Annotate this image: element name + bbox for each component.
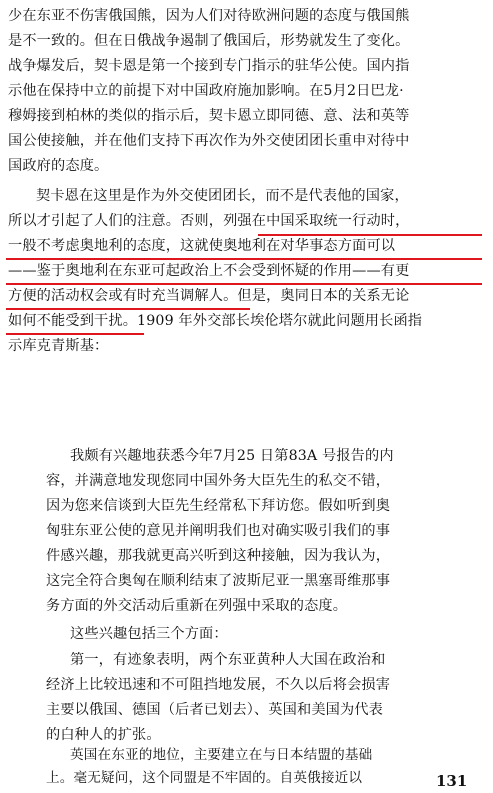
text-line: 国政府的态度。 bbox=[8, 158, 109, 174]
text-line: 少在东亚不伤害俄国熊，因为人们对待欧洲问题的态度与俄国熊 bbox=[8, 8, 410, 24]
text-line: ——鉴于奥地利在东亚可起政治上不会受到怀疑的作用——有更 bbox=[8, 263, 410, 279]
text-line: 是不一致的。但在日俄战争遏制了俄国后，形势就发生了变化。 bbox=[8, 33, 410, 49]
text-line: 因为您来信谈到大臣先生经常私下拜访您。假如听到奥 bbox=[46, 498, 391, 514]
text-line: 匈驻东亚公使的意见并阐明我们也对确实吸引我们的事 bbox=[46, 523, 391, 539]
text-line: 方便的活动权会或有时充当调解人。但是，奥同日本的关系无论 bbox=[8, 288, 410, 304]
text-line: 示他在保持中立的前提下对中国政府施加影响。在5月2日巴龙· bbox=[8, 83, 404, 99]
text-line: 这些兴趣包括三个方面： bbox=[70, 626, 228, 642]
text-line: 示库克青斯基： bbox=[8, 338, 109, 354]
text-line: 契卡恩在这里是作为外交使团团长，而不是代表他的国家， bbox=[36, 188, 409, 204]
text-line: 战争爆发后，契卡恩是第一个接到专门指示的驻华公使。国内指 bbox=[8, 58, 410, 74]
red-underline-mark bbox=[258, 234, 482, 236]
text-line: 第一，有迹象表明，两个东亚黄种人大国在政治和 bbox=[70, 652, 386, 668]
text-line: 英国在东亚的地位，主要建立在与日本结盟的基础 bbox=[70, 747, 373, 763]
text-line: 我颇有兴趣地获悉今年7月25 日第83A 号报告的内 bbox=[70, 448, 394, 464]
text-line: 的白种人的扩张。 bbox=[46, 727, 161, 743]
red-underline-mark bbox=[6, 283, 482, 285]
text-line: 主要以俄国、德国（后者已划去）、英国和美国为代表 bbox=[46, 702, 384, 718]
text-line: 这完全符合奥匈在顺利结束了波斯尼亚一黑塞哥维那事 bbox=[46, 573, 391, 589]
text-line: 如何不能受到干扰。1909 年外交部长埃伦塔尔就此问题用长函指 bbox=[8, 313, 423, 329]
text-line: 国公使接触，并在他们支持下再次作为外交使团团长重申对待中 bbox=[8, 133, 410, 149]
red-underline-mark bbox=[6, 333, 144, 335]
text-line: 穆姆接到柏林的类似的指示后，契卡恩立即同德、意、法和英等 bbox=[8, 108, 410, 124]
red-underline-mark bbox=[6, 258, 482, 260]
text-line: 上。毫无疑问，这个同盟是不牢固的。自英俄接近以 bbox=[46, 770, 363, 786]
text-line: 务方面的外交活动后重新在列强中采取的态度。 bbox=[46, 598, 348, 614]
red-underline-mark bbox=[6, 308, 250, 310]
text-line: 容，并满意地发现您同中国外务大臣先生的私交不错， bbox=[46, 473, 391, 489]
text-line: 一般不考虑奥地利的态度，这就使奥地利在对华事态方面可以 bbox=[8, 238, 396, 254]
text-line: 经济上比较迅速和不可阻挡地发展，不久以后将会损害 bbox=[46, 677, 391, 693]
text-line: 件感兴趣，那我就更高兴听到这种接触，因为我认为， bbox=[46, 548, 391, 564]
page-number: 131 bbox=[436, 772, 468, 790]
text-line: 所以才引起了人们的注意。否则，列强在中国采取统一行动时， bbox=[8, 213, 410, 229]
